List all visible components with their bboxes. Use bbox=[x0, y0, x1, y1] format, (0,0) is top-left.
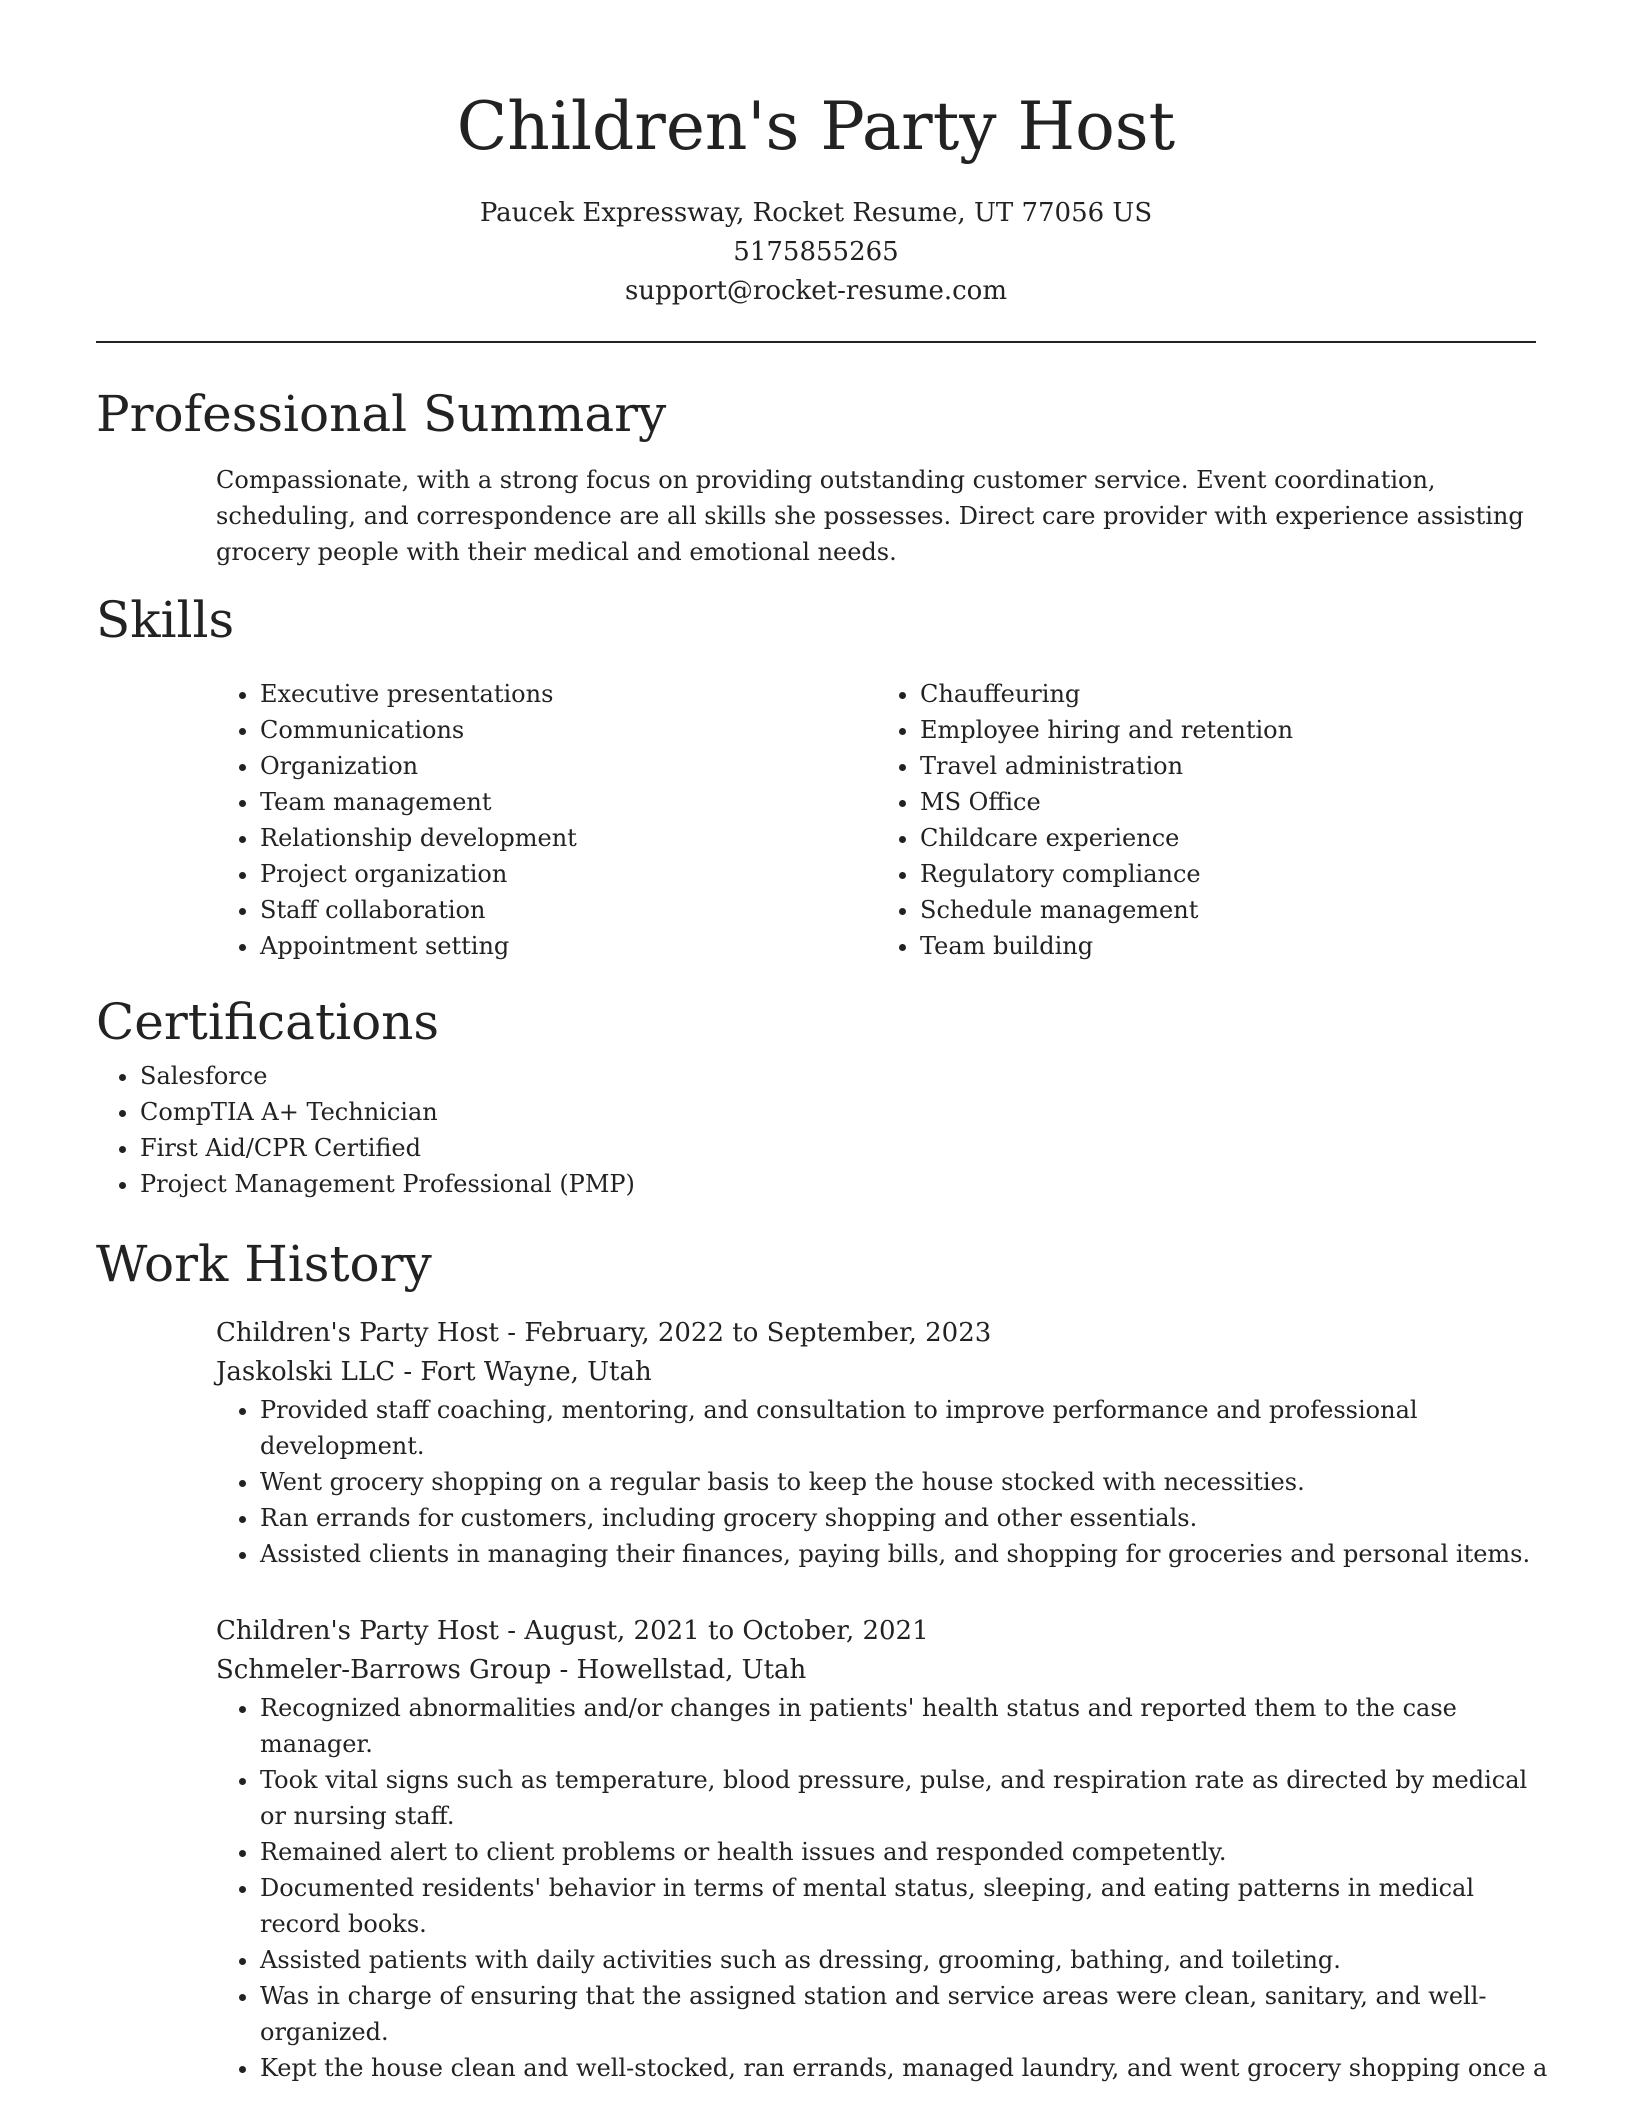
skills-left-list bbox=[216, 676, 876, 964]
summary-text: Compassionate, with a strong focus on providing outstanding customer service. Event coordination, scheduling, and correspondence are all skills she possesses. Direct care provider with experience assisting grocery people with their medical and emotional needs. bbox=[216, 466, 1524, 566]
skills-section bbox=[96, 584, 1536, 964]
list-item: • Project Management Professional (PMP) bbox=[140, 1166, 1536, 1202]
list-item: • Remained alert to client problems or health issues and responded competently. bbox=[260, 1834, 1550, 1870]
list-item: • Executive presentations bbox=[260, 676, 876, 712]
skills-heading: Skills bbox=[96, 591, 235, 649]
job-title-line bbox=[216, 1314, 1536, 1353]
list-item: • Travel administration bbox=[920, 748, 1536, 784]
certifications-heading: Certifications bbox=[96, 993, 440, 1051]
job-company-line bbox=[216, 1651, 1536, 1690]
job-company-line bbox=[216, 1353, 1536, 1392]
work-history-section bbox=[96, 1228, 1548, 2086]
job-duties-list bbox=[216, 1690, 1550, 2086]
list-item: • Assisted clients in managing their finances, paying bills, and shopping for groceries and personal items. bbox=[260, 1536, 1550, 1572]
list-item: • Relationship development bbox=[260, 820, 876, 856]
email: support@rocket-resume.com bbox=[624, 276, 1007, 306]
list-item: • MS Office bbox=[920, 784, 1536, 820]
job-location: - Fort Wayne, Utah bbox=[395, 1357, 652, 1387]
job-role: Children's Party Host bbox=[216, 1318, 500, 1348]
summary-section bbox=[96, 378, 1536, 570]
address: Paucek Expressway, Rocket Resume, UT 77056 US bbox=[479, 198, 1153, 228]
list-item: • Assisted patients with daily activities such as dressing, grooming, bathing, and toileting. bbox=[260, 1942, 1550, 1978]
list-item: • CompTIA A+ Technician bbox=[140, 1094, 1536, 1130]
list-item: • Childcare experience bbox=[920, 820, 1536, 856]
job-location: - Howellstad, Utah bbox=[551, 1655, 807, 1685]
list-item: • Team building bbox=[920, 928, 1536, 964]
resume-body bbox=[96, 378, 1548, 2086]
list-item: • Kept the house clean and well-stocked, ran errands, managed laundry, and went grocery shopping once a bbox=[260, 2050, 1550, 2086]
candidate-name: Children's Party Host bbox=[456, 88, 1176, 165]
list-item: • Communications bbox=[260, 712, 876, 748]
list-item: • Documented residents' behavior in terms of mental status, sleeping, and eating patterns in medical record books. bbox=[260, 1870, 1550, 1942]
job-title-line bbox=[216, 1612, 1536, 1651]
list-item: • Schedule management bbox=[920, 892, 1536, 928]
list-item: • Staff collaboration bbox=[260, 892, 876, 928]
list-item: • Went grocery shopping on a regular basis to keep the house stocked with necessities. bbox=[260, 1464, 1550, 1500]
skills-right-list bbox=[876, 676, 1536, 964]
list-item: • First Aid/CPR Certified bbox=[140, 1130, 1536, 1166]
job-company: Schmeler-Barrows Group bbox=[216, 1655, 552, 1685]
job-entry bbox=[216, 1612, 1548, 2086]
list-item: • Appointment setting bbox=[260, 928, 876, 964]
job-role: Children's Party Host bbox=[216, 1616, 500, 1646]
resume-header bbox=[0, 0, 1632, 311]
list-item: • Employee hiring and retention bbox=[920, 712, 1536, 748]
job-dates: - February, 2022 to September, 2023 bbox=[499, 1318, 992, 1348]
certifications-section bbox=[96, 986, 1536, 1202]
work-history-heading: Work History bbox=[96, 1235, 432, 1293]
list-item: • Regulatory compliance bbox=[920, 856, 1536, 892]
phone: 5175855265 bbox=[733, 237, 899, 267]
skills-columns bbox=[216, 676, 1536, 964]
list-item: • Team management bbox=[260, 784, 876, 820]
contact-info bbox=[0, 194, 1632, 311]
list-item: • Chauffeuring bbox=[920, 676, 1536, 712]
list-item: • Organization bbox=[260, 748, 876, 784]
summary-heading: Professional Summary bbox=[96, 385, 667, 443]
job-dates: - August, 2021 to October, 2021 bbox=[499, 1616, 929, 1646]
list-item: • Took vital signs such as temperature, blood pressure, pulse, and respiration rate as directed by medical or nursing staff. bbox=[260, 1762, 1550, 1834]
list-item: • Provided staff coaching, mentoring, and consultation to improve performance and professional development. bbox=[260, 1392, 1550, 1464]
header-divider bbox=[96, 341, 1536, 343]
certifications-list bbox=[96, 1058, 1536, 1202]
list-item: • Salesforce bbox=[140, 1058, 1536, 1094]
job-entry bbox=[216, 1314, 1536, 1572]
list-item: • Ran errands for customers, including grocery shopping and other essentials. bbox=[260, 1500, 1550, 1536]
list-item: • Was in charge of ensuring that the assigned station and service areas were clean, sanitary, and well-organized. bbox=[260, 1978, 1550, 2050]
list-item: • Recognized abnormalities and/or changes in patients' health status and reported them to the case manager. bbox=[260, 1690, 1550, 1762]
list-item: • Project organization bbox=[260, 856, 876, 892]
job-company: Jaskolski LLC bbox=[216, 1357, 396, 1387]
job-duties-list bbox=[216, 1392, 1550, 1572]
